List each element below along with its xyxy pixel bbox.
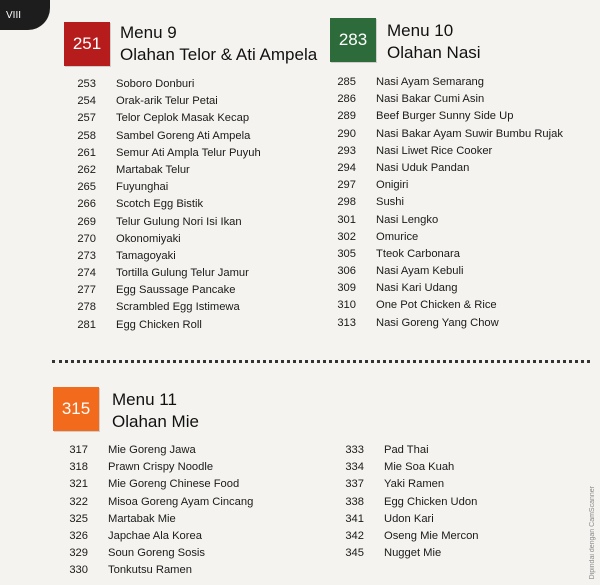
recipe-name: Soboro Donburi — [116, 78, 195, 90]
recipe-page-number: 325 — [69, 512, 88, 525]
recipe-row — [334, 143, 563, 160]
recipe-name: Udon Kari — [384, 512, 434, 525]
recipe-row — [342, 528, 479, 545]
recipe-row — [334, 108, 563, 125]
recipe-name: Nasi Kari Udang — [376, 282, 458, 295]
recipe-page-number: 265 — [77, 181, 96, 194]
recipe-page-number: 309 — [337, 282, 356, 295]
recipe-row — [334, 263, 563, 280]
menu10-recipe-list — [334, 74, 563, 332]
recipe-name: Semur Ati Ampla Telur Puyuh — [116, 146, 261, 159]
recipe-name: Oseng Mie Mercon — [384, 529, 479, 542]
scanner-watermark: Dipindai dengan CamScanner — [589, 485, 596, 579]
recipe-name: Telor Ceplok Masak Kecap — [116, 112, 250, 125]
menu10-page-badge — [330, 18, 376, 62]
recipe-row — [74, 214, 261, 231]
recipe-page-number: 281 — [77, 318, 96, 331]
recipe-row — [334, 91, 563, 108]
recipe-row — [334, 177, 563, 194]
recipe-page-number: 277 — [77, 284, 96, 297]
recipe-page-number: 317 — [69, 444, 88, 456]
recipe-name: Japchae Ala Korea — [108, 529, 202, 542]
menu10-title-line1: Menu 10 — [387, 21, 454, 40]
recipe-name: Nugget Mie — [384, 547, 442, 560]
recipe-row — [342, 476, 479, 493]
recipe-name: Nasi Ayam Semarang — [376, 76, 484, 88]
recipe-name: Okonomiyaki — [116, 232, 181, 245]
recipe-page-number: 297 — [337, 179, 356, 192]
recipe-page-number: 338 — [345, 495, 364, 508]
recipe-name: Scrambled Egg Istimewa — [116, 301, 240, 314]
menu11-page-badge — [53, 387, 99, 431]
recipe-page-number: 337 — [345, 478, 364, 491]
recipe-name: Orak-arik Telur Petai — [116, 95, 218, 108]
recipe-name: Nasi Lengko — [376, 213, 439, 226]
recipe-page-number: 278 — [77, 301, 96, 314]
recipe-name: Martabak Telur — [116, 163, 190, 176]
recipe-row — [66, 528, 253, 545]
recipe-row — [334, 297, 563, 314]
recipe-page-number: 330 — [69, 564, 88, 577]
recipe-row — [342, 459, 479, 476]
recipe-page-number: 262 — [77, 163, 96, 176]
recipe-row — [66, 459, 253, 476]
menu10-page-number: 283 — [338, 30, 368, 49]
recipe-row — [74, 265, 261, 282]
page-number: VIII — [6, 9, 22, 21]
recipe-page-number: 270 — [77, 232, 96, 245]
recipe-page-number: 293 — [337, 144, 356, 157]
recipe-page-number: 301 — [337, 213, 356, 226]
recipe-row — [66, 511, 253, 528]
menu9-page-badge — [64, 22, 110, 66]
recipe-name: Egg Saussage Pancake — [116, 284, 236, 297]
recipe-row — [74, 196, 261, 213]
recipe-page-number: 298 — [337, 196, 356, 209]
recipe-page-number: 321 — [69, 478, 88, 491]
recipe-name: Nasi Bakar Ayam Suwir Bumbu Rujak — [376, 127, 563, 140]
recipe-page-number: 313 — [337, 316, 356, 329]
recipe-row — [74, 248, 261, 265]
recipe-name: Pad Thai — [384, 444, 429, 456]
menu11-page-number: 315 — [61, 399, 91, 418]
menu11-title-line1: Menu 11 — [112, 390, 177, 409]
recipe-row — [334, 229, 563, 246]
menu9-title-line2: Olahan Telor & Ati Ampela — [120, 45, 318, 64]
recipe-name: Yaki Ramen — [384, 478, 445, 491]
recipe-row — [66, 494, 253, 511]
recipe-page-number: 334 — [345, 461, 364, 474]
recipe-row — [74, 317, 261, 334]
recipe-name: Prawn Crispy Noodle — [108, 461, 214, 474]
recipe-page-number: 285 — [337, 76, 356, 88]
recipe-page-number: 253 — [77, 78, 96, 90]
recipe-row — [334, 160, 563, 177]
recipe-name: Scotch Egg Bistik — [116, 198, 204, 211]
recipe-page-number: 258 — [77, 129, 96, 142]
recipe-page-number: 273 — [77, 249, 96, 262]
recipe-row — [342, 511, 479, 528]
recipe-name: Telur Gulung Nori Isi Ikan — [116, 215, 242, 228]
menu9-title — [120, 22, 317, 66]
menu11-title-line2: Olahan Mie — [112, 412, 199, 431]
recipe-page-number: 342 — [345, 529, 364, 542]
recipe-page-number: 261 — [77, 146, 96, 159]
recipe-row — [334, 74, 563, 91]
recipe-name: Fuyunghai — [116, 181, 169, 194]
recipe-page-number: 274 — [77, 267, 96, 280]
recipe-page-number: 345 — [345, 547, 364, 560]
recipe-row — [66, 545, 253, 562]
recipe-name: Nasi Goreng Yang Chow — [376, 316, 499, 329]
recipe-row — [66, 476, 253, 493]
recipe-page-number: 257 — [77, 112, 96, 125]
recipe-page-number: 290 — [337, 127, 356, 140]
menu9-recipe-list — [74, 76, 261, 334]
recipe-page-number: 305 — [337, 247, 356, 260]
recipe-row — [342, 442, 479, 459]
recipe-name: Beef Burger Sunny Side Up — [376, 110, 514, 123]
recipe-page-number: 310 — [337, 299, 356, 312]
recipe-name: Sushi — [376, 196, 404, 209]
recipe-row — [74, 282, 261, 299]
recipe-page-number: 289 — [337, 110, 356, 123]
menu9-page-number: 251 — [72, 34, 102, 53]
recipe-page-number: 322 — [69, 495, 88, 508]
recipe-name: Mie Goreng Jawa — [108, 444, 196, 456]
recipe-page-number: 269 — [77, 215, 96, 228]
recipe-name: Nasi Liwet Rice Cooker — [376, 144, 493, 157]
recipe-row — [74, 76, 261, 93]
menu11-recipe-list-right — [342, 442, 479, 562]
recipe-page-number: 329 — [69, 547, 88, 560]
recipe-row — [66, 442, 253, 459]
recipe-page-number: 318 — [69, 461, 88, 474]
recipe-row — [342, 545, 479, 562]
recipe-name: Sambel Goreng Ati Ampela — [116, 129, 251, 142]
recipe-name: Tonkutsu Ramen — [108, 564, 192, 577]
recipe-name: Nasi Ayam Kebuli — [376, 265, 464, 278]
recipe-name: Tteok Carbonara — [376, 247, 460, 260]
recipe-name: Martabak Mie — [108, 512, 176, 525]
recipe-row — [334, 212, 563, 229]
recipe-row — [334, 246, 563, 263]
recipe-row — [342, 494, 479, 511]
recipe-row — [74, 299, 261, 316]
page-number-tab — [0, 0, 50, 30]
recipe-row — [74, 110, 261, 127]
recipe-page-number: 333 — [345, 444, 364, 456]
recipe-page-number: 341 — [345, 512, 364, 525]
recipe-name: Tamagoyaki — [116, 249, 176, 262]
recipe-row — [334, 315, 563, 332]
recipe-page-number: 326 — [69, 529, 88, 542]
recipe-name: Nasi Bakar Cumi Asin — [376, 93, 485, 106]
recipe-row — [66, 562, 253, 579]
recipe-row — [334, 194, 563, 211]
recipe-page-number: 266 — [77, 198, 96, 211]
recipe-name: Onigiri — [376, 179, 409, 192]
recipe-page-number: 254 — [77, 95, 96, 108]
recipe-name: Mie Soa Kuah — [384, 461, 455, 474]
recipe-name: Omurice — [376, 230, 419, 243]
recipe-row — [74, 179, 261, 196]
menu10-title — [387, 20, 481, 64]
recipe-row — [74, 128, 261, 145]
recipe-row — [334, 280, 563, 297]
recipe-page-number: 286 — [337, 93, 356, 106]
recipe-name: Misoa Goreng Ayam Cincang — [108, 495, 254, 508]
recipe-name: Egg Chicken Udon — [384, 495, 478, 508]
recipe-name: Mie Goreng Chinese Food — [108, 478, 240, 491]
menu11-title — [112, 389, 199, 433]
recipe-name: Nasi Uduk Pandan — [376, 161, 470, 174]
recipe-name: Soun Goreng Sosis — [108, 547, 206, 560]
recipe-page-number: 302 — [337, 230, 356, 243]
section-divider — [52, 360, 590, 363]
recipe-row — [334, 126, 563, 143]
recipe-page-number: 294 — [337, 161, 356, 174]
recipe-row — [74, 162, 261, 179]
recipe-row — [74, 93, 261, 110]
recipe-name: Tortilla Gulung Telur Jamur — [116, 267, 249, 280]
menu11-recipe-list-left — [66, 442, 253, 580]
menu10-title-line2: Olahan Nasi — [387, 43, 481, 62]
recipe-name: Egg Chicken Roll — [116, 318, 202, 331]
recipe-name: One Pot Chicken & Rice — [376, 299, 497, 312]
recipe-page-number: 306 — [337, 265, 356, 278]
recipe-row — [74, 145, 261, 162]
recipe-row — [74, 231, 261, 248]
menu9-title-line1: Menu 9 — [120, 23, 177, 42]
